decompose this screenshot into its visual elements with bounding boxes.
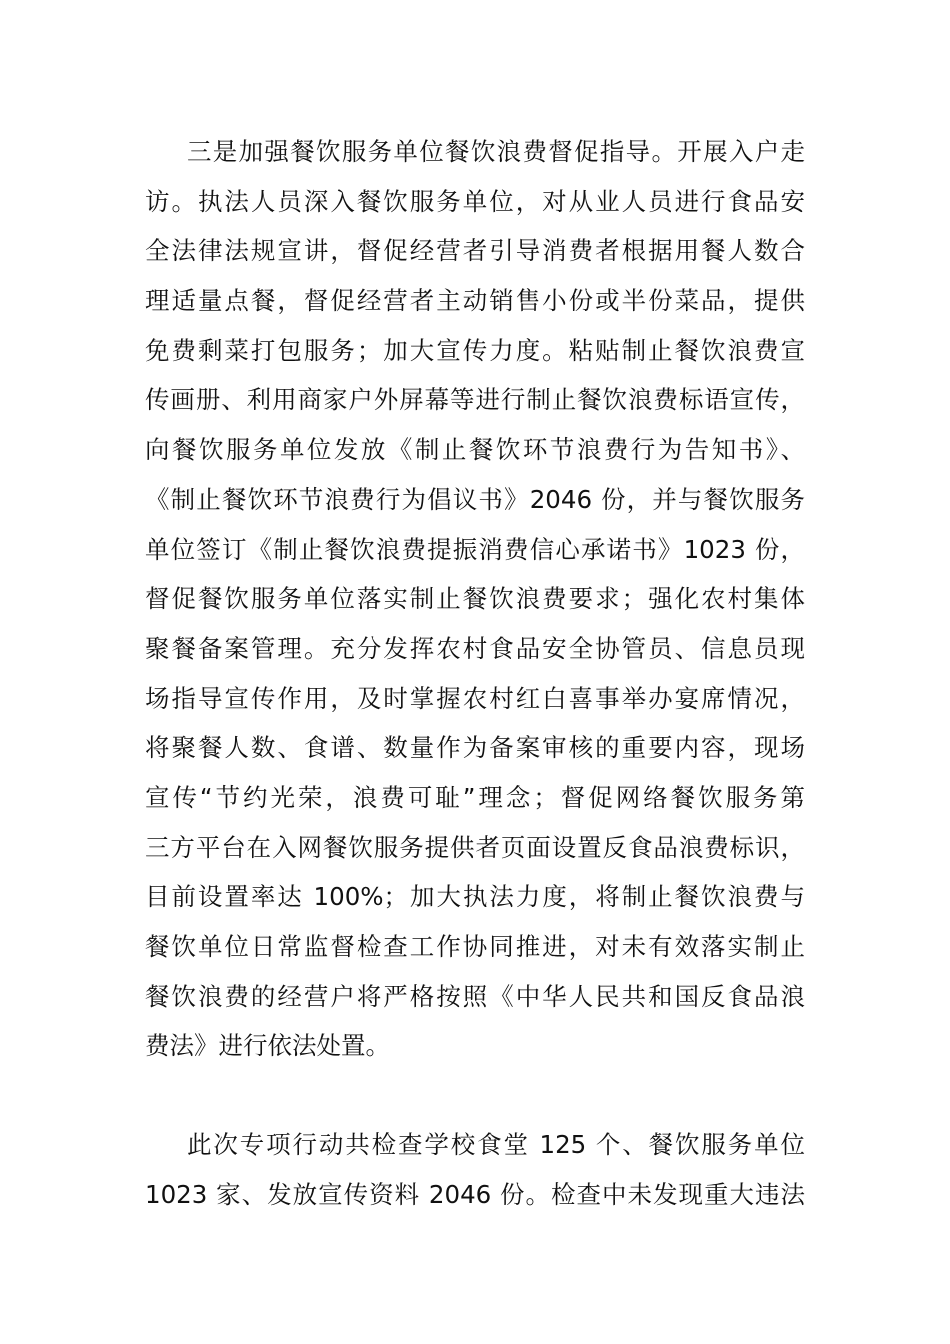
text-line: 理适量点餐，督促经营者主动销售小份或半份菜品，提供: [145, 286, 805, 316]
text-line: 三是加强餐饮服务单位餐饮浪费督促指导。开展入户走: [187, 137, 805, 166]
text-line: 宣传“节约光荣，浪费可耻”理念；督促网络餐饮服务第: [145, 782, 805, 812]
text-line: 单位签订《制止餐饮浪费提振消费信心承诺书》1023 份，: [145, 534, 805, 564]
text-line: 1023 家、发放宣传资料 2046 份。检查中未发现重大违法: [145, 1179, 805, 1209]
paragraph-measures: [145, 127, 805, 1071]
text-line: 场指导宣传作用，及时掌握农村红白喜事举办宴席情况，: [145, 683, 805, 713]
text-line: 餐饮单位日常监督检查工作协同推进，对未有效落实制止: [145, 932, 805, 961]
text-line: 目前设置率达 100%；加大执法力度，将制止餐饮浪费与: [145, 882, 805, 912]
text-line: 聚餐备案管理。充分发挥农村食品安全协管员、信息员现: [145, 633, 805, 663]
text-line: 免费剩菜打包服务；加大宣传力度。粘贴制止餐饮浪费宣: [145, 335, 805, 365]
text-line: 费法》进行依法处置。: [145, 1031, 390, 1061]
text-line: 向餐饮服务单位发放《制止餐饮环节浪费行为告知书》、: [145, 435, 805, 465]
text-line: 全法律法规宣讲，督促经营者引导消费者根据用餐人数合: [145, 236, 805, 266]
text-line: 传画册、利用商家户外屏幕等进行制止餐饮浪费标语宣传，: [145, 385, 805, 415]
text-line: 《制止餐饮环节浪费行为倡议书》2046 份，并与餐饮服务: [145, 484, 805, 514]
text-line: 餐饮浪费的经营户将严格按照《中华人民共和国反食品浪: [145, 981, 805, 1011]
paragraph-summary: [145, 1120, 805, 1219]
text-line: 访。执法人员深入餐饮服务单位，对从业人员进行食品安: [145, 186, 805, 216]
text-line: 三方平台在入网餐饮服务提供者页面设置反食品浪费标识，: [145, 832, 805, 862]
text-line: 此次专项行动共检查学校食堂 125 个、餐饮服务单位: [187, 1130, 805, 1159]
text-line: 督促餐饮服务单位落实制止餐饮浪费要求；强化农村集体: [145, 584, 805, 614]
text-line: 将聚餐人数、食谱、数量作为备案审核的重要内容，现场: [145, 733, 805, 763]
